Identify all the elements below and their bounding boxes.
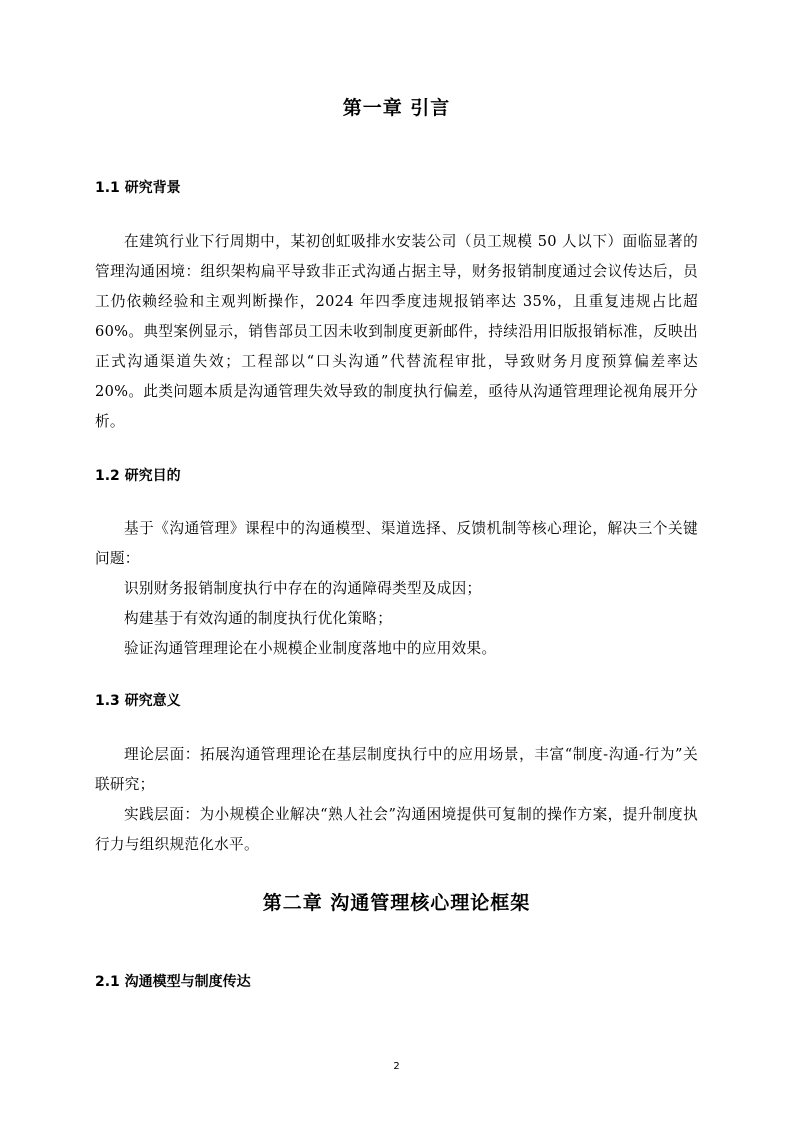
section-2-1-heading: 2.1 沟通模型与制度传达 <box>95 974 251 990</box>
chapter-1-title: 第一章 引言 <box>342 97 451 119</box>
section-1-2-intro: 基于《沟通管理》课程中的沟通模型、渠道选择、反馈机制等核心理论，解决三个关键问题： <box>95 520 698 567</box>
list-item: 识别财务报销制度执行中存在的沟通障碍类型及成因； <box>124 580 482 597</box>
section-1-1-heading: 1.1 研究背景 <box>95 180 181 196</box>
list-item: 验证沟通管理理论在小规模企业制度落地中的应用效果。 <box>124 640 497 657</box>
section-1-3-heading: 1.3 研究意义 <box>95 693 181 709</box>
section-1-3-practice: 实践层面：为小规模企业解决“熟人社会”沟通困境提供可复制的操作方案，提升制度执行力与组织规范化水平。 <box>95 806 698 853</box>
section-1-1-paragraph: 在建筑行业下行周期中，某初创虹吸排水安装公司（员工规模 50 人以下）面临显著的管理沟通困境：组织架构扁平导致非正式沟通占据主导，财务报销制度通过会议传达后，员工仍依赖经验和主观判断操作，2024 年四季度违规报销率达 35%，且重复违规占比超 60%。典型案例显示，销售部员工因未收到制度更新邮件，持续沿用旧版报销标准，反映出正式沟通渠道失效；工程部以“口头沟通”代替流程审批，导致财务月度预算偏差率达 20%。此类问题本质是沟通管理失效导致的制度执行偏差，亟待从沟通管理理论视角展开分析。 <box>95 233 698 430</box>
section-1-3-theory: 理论层面：拓展沟通管理理论在基层制度执行中的应用场景，丰富“制度-沟通-行为”关联研究； <box>95 746 698 793</box>
list-item: 构建基于有效沟通的制度执行优化策略； <box>124 610 393 627</box>
section-1-2-heading: 1.2 研究目的 <box>95 468 181 484</box>
chapter-2-title: 第二章 沟通管理核心理论框架 <box>262 892 531 914</box>
page-number: 2 <box>393 1061 400 1072</box>
research-goals-list <box>95 574 698 664</box>
